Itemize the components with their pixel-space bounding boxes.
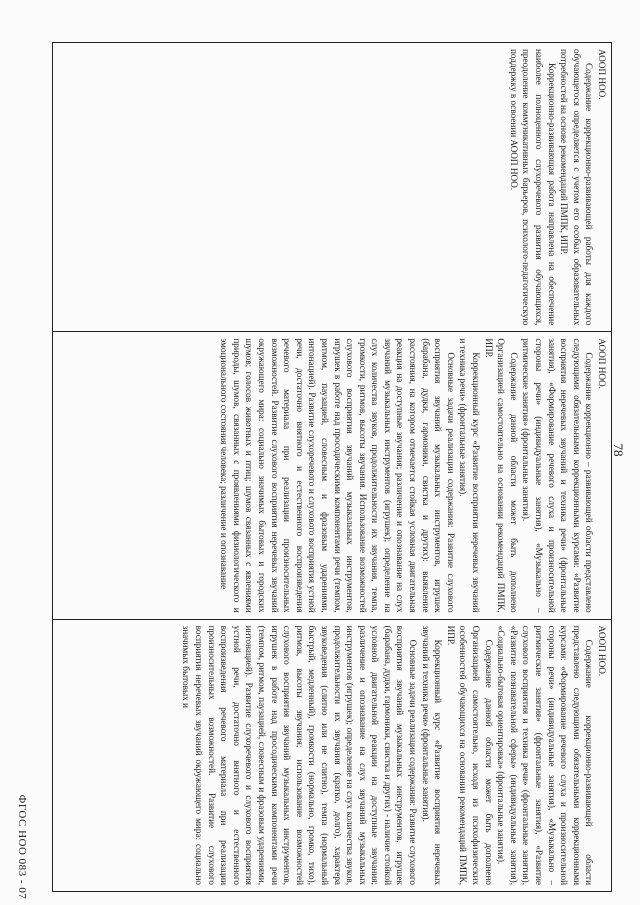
table-column-1: [53, 43, 611, 332]
document-code-label: ФГОС НОО 083 - 07: [16, 794, 28, 900]
column-3-paragraph-3: Содержание данной области может быть дополнено Организацией самостоятельно, исходя из психофизических особенностей обучающихся на основании рекомендаций ПМПК, ИПР.: [445, 625, 494, 885]
column-1-paragraph-1: АООП НОО.: [597, 49, 607, 100]
rotated-table-frame: [52, 42, 612, 892]
column-1-paragraph-3: Коррекционно-развивающая работа направлена на обеспечение наиболее полноценного слухоречевого развития обучающихся, преодоление коммуникативных барьеров, психолого-педагогическую поддержку в освоении АООП НОО.: [508, 49, 557, 326]
column-2-paragraph-3: Содержание данной области может быть дополнено Организацией самостоятельно на основании рекомендаций ПМПК, ИПР.: [483, 338, 519, 613]
column-3-paragraph-2: Содержание коррекционно-развивающей области представлено следующими обязательными коррекционными курсами: «Формирование речевого слуха и произносительной стороны речи» (индивидуальные занятия), «Музыкально – ритмические занятия» (фронтальные занятия), «Развитие слухового восприятия и техника речи» (фронтальные занятия), «Развитие познавательной сферы» (индивидуальные занятия), «Социально-бытовая ориентировка» (фронтальные занятия).: [496, 625, 595, 885]
column-2-paragraph-2: Содержание коррекционно – развивающей области представлено следующими обязательными коррекционными курсами: «Развитие восприятия неречевых звучаний и техника речи» (фронтальные занятия), «Формирование речевого слуха и произносительной стороны речи» (индивидуальные занятия), «Музыкально – ритмические занятия» (фронтальные занятия).: [521, 338, 595, 613]
table-column-2: [53, 332, 611, 619]
page-number: 78: [611, 443, 626, 457]
table-column-3: [53, 620, 611, 891]
requirements-table: [52, 42, 612, 892]
column-2-paragraph-1: АООП НОО.: [597, 338, 607, 389]
column-3-paragraph-1: АООП НОО.: [597, 625, 607, 677]
column-1-paragraph-2: Содержание коррекционно-развивающей работы для каждого обучающегося определяется с учетом его особых образовательных потребностей на основе рекомендаций ПМПК, ИПР.: [559, 49, 595, 326]
column-3-paragraph-4: Коррекционный курс «Развитие восприятия неречевых звучаний и техника речи» (фронтальные занятия).: [420, 625, 444, 885]
column-2-paragraph-4: Коррекционный курс «Развитие восприятия неречевых звучаний и техника речи» (фронтальные занятия).: [458, 338, 482, 613]
column-3-paragraph-5: Основные задачи реализации содержания: Развитие слухового восприятия звучаний музыкальных инструментов, игрушек (барабана, дудки, гармоники, свистка и других) - наличие стойкой условной двигательной реакции на доступные звучания; различение и опознавание на слух звучаний музыкальных инструментов (игрушек); определение на слух количества звуков, продолжительности их звучания (кратко, долго), характера звуковедения (слитно или не слитно), темпа (нормальный быстрый, медленный), громкости (нормально, громко, тихо), ритмов, высоты звучания; использование возможностей слухового восприятия звучаний музыкальных инструментов, игрушек в работе над просодическими компонентами речи (темпом, ритмом, паузацией, словесным и фразовым ударениями, интонацией). Развитие слухоречевого и слухового восприятия устной речи, достаточно внятного и естественного воспроизведения речевого материала при реализации произносительных возможностей. Развитие слухового восприятия неречевых звучаний окружающего мира: социально значимых бытовых и: [181, 625, 419, 885]
column-2-paragraph-5: Основные задачи реализации содержания: Развитие слухового восприятия звучаний музыкальных инструментов, игрушек (барабана, дудки, гармоники, свистка и других): выявление расстояния, на котором отмечается стойкая условная двигательная реакция на доступные звучания; различение и опознавание на слух звучаний музыкальных инструментов (игрушек); определение на слух количества звуков, продолжительности их звучания, темпа, громкости, ритмов, высоты звучания. Использование возможностей слухового восприятия звучаний музыкальных инструментов, игрушек в работе над просодическими компонентами речи (темпом, ритмом, паузацией, словесным и фразовым ударениями, интонацией). Развитие слухоречевого и слухового восприятия устной речи, достаточно внятного и естественного воспроизведения речевого материала при реализации произносительных возможностей. Развитие слухового восприятия неречевых звучаний окружающего мира: социально значимых бытовых и городских шумов; голосов животных и птиц; шумов связанных с явлениями природы, шумов, связанных с проявлениями физиологического и эмоционального состояния человека; различение и опознавание: [219, 338, 456, 613]
